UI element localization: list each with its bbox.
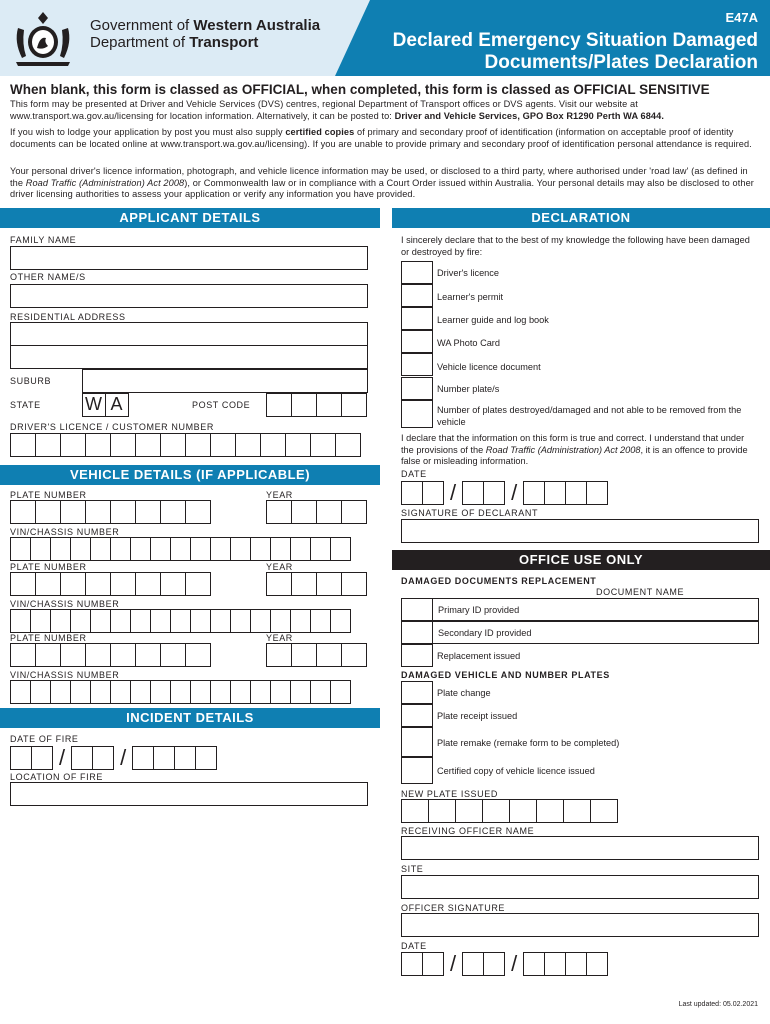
- vin-input-2[interactable]: [10, 609, 351, 633]
- plate-change-label: Plate change: [437, 688, 491, 698]
- vin-label-3: VIN/CHASSIS NUMBER: [10, 670, 120, 680]
- number-plates-label: Number plate/s: [437, 384, 500, 394]
- learner-guide-checkbox[interactable]: [401, 307, 433, 330]
- replacement-issued-checkbox[interactable]: [401, 644, 433, 667]
- incident-details-heading: INCIDENT DETAILS: [0, 708, 380, 728]
- number-plates-checkbox[interactable]: [401, 377, 433, 400]
- secondary-id-label: Secondary ID provided: [438, 628, 532, 638]
- intro-paragraph-2: If you wish to lodge your application by post you must also supply certified copies of primary and secondary proof of identification (information on acceptable proof of identity documents can be located online at www.transport.wa.gov.au/licensing). If you are unable to provide primary and secondary proof of identification personal attendance is required.: [10, 127, 752, 149]
- certified-copy-label: Certified copy of vehicle licence issued: [437, 766, 595, 776]
- date-separator: /: [511, 951, 518, 976]
- postcode-input[interactable]: [266, 393, 367, 417]
- signature-label: SIGNATURE OF DECLARANT: [401, 508, 539, 518]
- document-name-label: DOCUMENT NAME: [596, 587, 685, 597]
- state-char-2: A: [105, 393, 129, 417]
- other-names-input[interactable]: [10, 284, 368, 308]
- year-label-3: YEAR: [266, 633, 293, 643]
- officer-signature-input[interactable]: [401, 913, 759, 937]
- plate-number-label-1: PLATE NUMBER: [10, 490, 87, 500]
- declaration-intro: I sincerely declare that to the best of my knowledge the following have been damaged or destroyed by fire:: [401, 235, 750, 257]
- plate-number-label-3: PLATE NUMBER: [10, 633, 87, 643]
- family-name-input[interactable]: [10, 246, 368, 270]
- primary-id-checkbox[interactable]: [401, 598, 433, 621]
- office-date-label: DATE: [401, 941, 427, 951]
- plate-change-checkbox[interactable]: [401, 681, 433, 704]
- applicant-details-heading: APPLICANT DETAILS: [0, 208, 380, 228]
- plate-remake-checkbox[interactable]: [401, 727, 433, 757]
- office-use-heading: OFFICE USE ONLY: [392, 550, 770, 570]
- government-name: Government of Western Australia: [90, 17, 321, 34]
- year-input-3[interactable]: [266, 643, 367, 667]
- declaration-heading: DECLARATION: [392, 208, 770, 228]
- year-input-2[interactable]: [266, 572, 367, 596]
- date-separator: /: [450, 480, 457, 505]
- learner-guide-label: Learner guide and log book: [437, 315, 549, 325]
- drivers-licence-checkbox[interactable]: [401, 261, 433, 284]
- vin-input-1[interactable]: [10, 537, 351, 561]
- learners-permit-checkbox[interactable]: [401, 284, 433, 307]
- date-of-fire-label: DATE OF FIRE: [10, 734, 79, 744]
- learners-permit-label: Learner's permit: [437, 292, 504, 302]
- declaration-date-input[interactable]: [401, 480, 608, 506]
- damaged-documents-heading: DAMAGED DOCUMENTS REPLACEMENT: [401, 576, 597, 586]
- form-code: E47A: [725, 10, 758, 25]
- postcode-label: POST CODE: [192, 400, 251, 410]
- address-line1-input[interactable]: [10, 322, 368, 346]
- address-line2-input[interactable]: [10, 345, 368, 369]
- photo-card-checkbox[interactable]: [401, 330, 433, 353]
- office-date-input[interactable]: [401, 951, 608, 977]
- damaged-vehicle-heading: DAMAGED VEHICLE AND NUMBER PLATES: [401, 670, 610, 680]
- new-plate-input[interactable]: [401, 799, 618, 823]
- replacement-issued-label: Replacement issued: [437, 651, 521, 661]
- vin-label-2: VIN/CHASSIS NUMBER: [10, 599, 120, 609]
- other-names-label: OTHER NAME/S: [10, 272, 86, 282]
- wa-crest-icon: [10, 8, 76, 70]
- date-separator: /: [450, 951, 457, 976]
- plate-number-input-1[interactable]: [10, 500, 211, 524]
- declaration-statement: I declare that the information on this form is true and correct. I understand that under the provisions of the Road Traffic (Administration) Act 2008, it is an offence to provide false or misleading information.: [401, 433, 748, 466]
- plates-destroyed-label: Number of plates destroyed/damaged and not able to be removed from the vehicle: [437, 405, 742, 427]
- date-separator: /: [511, 480, 518, 505]
- year-label-1: YEAR: [266, 490, 293, 500]
- department-name: Department of Transport: [90, 34, 259, 51]
- vehicle-licence-label: Vehicle licence document: [437, 362, 541, 372]
- classification-notice: When blank, this form is classed as OFFICIAL, when completed, this form is classed as OFFICIAL SENSITIVE: [10, 82, 710, 97]
- new-plate-label: NEW PLATE ISSUED: [401, 789, 498, 799]
- family-name-label: FAMILY NAME: [10, 235, 77, 245]
- location-of-fire-label: LOCATION OF FIRE: [10, 772, 103, 782]
- signature-input[interactable]: [401, 519, 759, 543]
- date-of-fire-input[interactable]: [10, 745, 217, 771]
- last-updated: Last updated: 05.02.2021: [678, 1001, 758, 1008]
- form-title-line2: Documents/Plates Declaration: [484, 52, 758, 73]
- photo-card-label: WA Photo Card: [437, 338, 500, 348]
- vehicle-details-heading: VEHICLE DETAILS (IF APPLICABLE): [0, 465, 380, 485]
- suburb-input[interactable]: [82, 369, 368, 393]
- vin-label-1: VIN/CHASSIS NUMBER: [10, 527, 120, 537]
- state-label: STATE: [10, 400, 41, 410]
- form-title-line1: Declared Emergency Situation Damaged: [392, 30, 758, 51]
- intro-paragraph-3: Your personal driver's licence information, photograph, and vehicle licence information may be used, or disclosed to a third party, where authorised under 'road law' (as defined in the Road Traffic (Administration) Act 2008), or Commonwealth law or in compliance with a Court Order issued within Australia. Your personal details may also be disclosed to other driver licensing authorities to assess your application or verify any information you have provided.: [10, 166, 754, 200]
- location-of-fire-input[interactable]: [10, 782, 368, 806]
- year-label-2: YEAR: [266, 562, 293, 572]
- declaration-date-label: DATE: [401, 469, 427, 479]
- intro-paragraph-1: This form may be presented at Driver and Vehicle Services (DVS) centres, regional Department of Transport offices or DVS agents. Visit our website at www.transport.wa.gov.au/licensing for location information. Alternatively, it can be posted to: Driver and Vehicle Services, GPO Box R1290 Perth WA 6844.: [10, 99, 664, 121]
- plate-number-label-2: PLATE NUMBER: [10, 562, 87, 572]
- plate-receipt-checkbox[interactable]: [401, 704, 433, 727]
- state-char-1: W: [82, 393, 106, 417]
- plate-remake-label: Plate remake (remake form to be completed): [437, 738, 620, 748]
- year-input-1[interactable]: [266, 500, 367, 524]
- plate-number-input-3[interactable]: [10, 643, 211, 667]
- receiving-officer-input[interactable]: [401, 836, 759, 860]
- date-separator: /: [59, 745, 66, 770]
- receiving-officer-label: RECEIVING OFFICER NAME: [401, 826, 535, 836]
- vehicle-licence-checkbox[interactable]: [401, 353, 433, 376]
- plate-receipt-label: Plate receipt issued: [437, 711, 518, 721]
- licence-number-input[interactable]: [10, 433, 361, 457]
- site-input[interactable]: [401, 875, 759, 899]
- plates-destroyed-count-input[interactable]: [401, 400, 433, 428]
- plate-number-input-2[interactable]: [10, 572, 211, 596]
- drivers-licence-label: Driver's licence: [437, 268, 499, 278]
- certified-copy-checkbox[interactable]: [401, 757, 433, 784]
- suburb-label: SUBURB: [10, 376, 52, 386]
- vin-input-3[interactable]: [10, 680, 351, 704]
- primary-id-label: Primary ID provided: [438, 605, 520, 615]
- site-label: SITE: [401, 864, 424, 874]
- licence-number-label: DRIVER'S LICENCE / CUSTOMER NUMBER: [10, 422, 214, 432]
- state-field: [82, 393, 129, 417]
- officer-signature-label: OFFICER SIGNATURE: [401, 903, 506, 913]
- residential-address-label: RESIDENTIAL ADDRESS: [10, 312, 126, 322]
- secondary-id-checkbox[interactable]: [401, 621, 433, 644]
- date-separator: /: [120, 745, 127, 770]
